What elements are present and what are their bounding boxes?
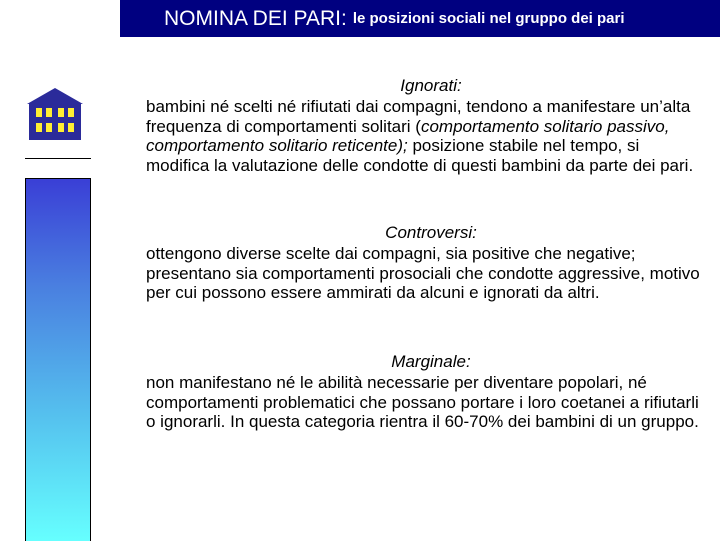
sidebar-gradient-bar [25,178,91,541]
building-window [36,108,42,117]
building-window [58,123,64,132]
section-ignorati [146,76,706,175]
page-subtitle: le posizioni sociali nel gruppo dei pari [352,10,625,27]
title-bar [120,0,720,37]
building-window [68,123,74,132]
section-body: bambini né scelti né rifiutati dai compagni, tendono a manifestare un’alta frequenza di comportamenti solitari (comportamento solitario passivo, comportamento solitario reticente); posizione stabile nel tempo, si modifica la valutazione delle condotte di questi bambini da parte dei pari. [146,97,694,175]
building-window [46,108,52,117]
section-marginale [146,352,706,432]
section-title: Controversi: [385,223,477,242]
building-roof [27,88,83,104]
section-body: non manifestano né le abilità necessarie per diventare popolari, né comportamenti problematici che possano portare i loro coetanei a rifiutarli o ignorarli. In questa categoria rientra il 60-70% dei bambini di un gruppo. [146,373,699,431]
section-controversi [146,223,706,303]
building-icon [25,86,85,142]
section-title: Marginale: [391,352,471,371]
sidebar-divider [25,158,91,159]
section-title: Ignorati: [400,76,462,95]
section-body: ottengono diverse scelte dai compagni, sia positive che negative; presentano sia comportamenti prosociali che condotte aggressive, motivo per cui possono essere ammirati da alcuni e ignorati da altri. [146,244,700,302]
page-title: NOMINA DEI PARI: [164,6,347,30]
building-window [58,108,64,117]
building-window [36,123,42,132]
building-window [46,123,52,132]
building-window [68,108,74,117]
